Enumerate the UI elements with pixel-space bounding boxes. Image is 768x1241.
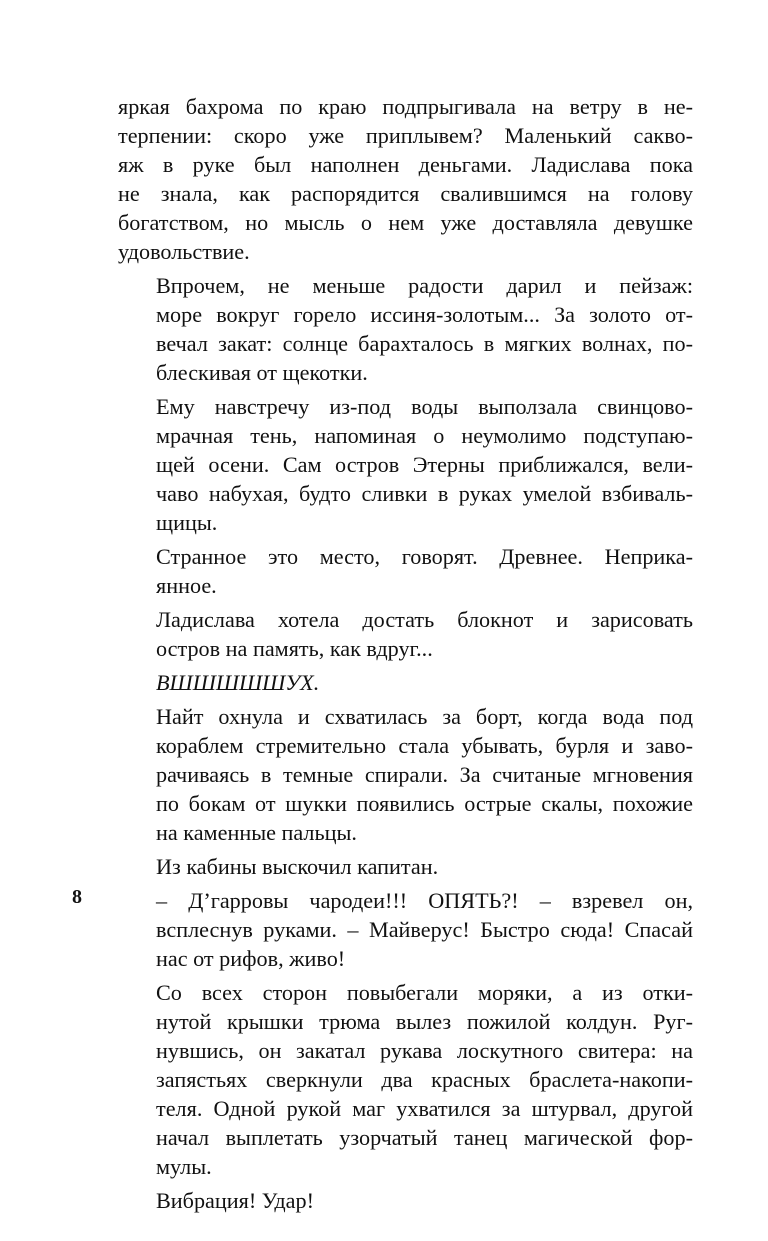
- paragraph-9: [118, 886, 693, 973]
- text-line: щицы.: [156, 510, 218, 535]
- text-line: кораблем стремительно стала убывать, бурля и заво-: [156, 733, 693, 758]
- text-line: вечал закат: солнце барахталось в мягких волнах, по-: [156, 331, 693, 356]
- text-line: чаво набухая, будто сливки в руках умелой взбиваль-: [156, 481, 693, 506]
- text-line: теля. Одной рукой маг ухватился за штурвал, другой: [156, 1096, 693, 1121]
- text-line: Впрочем, не меньше радости дарил и пейзаж:: [156, 273, 693, 298]
- text-line: не знала, как распорядится свалившимся на голову: [118, 181, 693, 206]
- text-line: яркая бахрома по краю подпрыгивала на ветру в не-: [118, 94, 693, 119]
- text-line: начал выплетать узорчатый танец магической фор-: [156, 1125, 693, 1150]
- paragraph-5: [118, 605, 693, 663]
- text-line: по бокам от шукки появились острые скалы, похожие: [156, 791, 693, 816]
- text-line: удовольствие.: [118, 239, 250, 264]
- text-line: Из кабины выскочил капитан.: [156, 854, 439, 879]
- text-line: Ему навстречу из-под воды выползала свинцово-: [156, 394, 693, 419]
- text-line: терпении: скоро уже приплывем? Маленький сакво-: [118, 123, 693, 148]
- text-line: нас от рифов, живо!: [156, 946, 346, 971]
- text-line: Странное это место, говорят. Древнее. Неприка-: [156, 544, 693, 569]
- text-line: на каменные пальцы.: [156, 820, 357, 845]
- paragraph-sound-effect: [118, 668, 693, 697]
- text-line: Найт охнула и схватилась за борт, когда вода под: [156, 704, 693, 729]
- text-line: нутой крышки трюма вылез пожилой колдун. Руг-: [156, 1009, 693, 1034]
- page-number: 8: [72, 886, 82, 908]
- text-line: мрачная тень, напоминая о неумолимо подступаю-: [156, 423, 693, 448]
- paragraph-2: [118, 271, 693, 387]
- text-line: море вокруг горело иссиня-золотым... За золото от-: [156, 302, 693, 327]
- paragraph-11: [118, 1186, 693, 1215]
- paragraph-3: [118, 392, 693, 537]
- text-line: богатством, но мысль о нем уже доставляла девушке: [118, 210, 693, 235]
- text-line: блескивая от щекотки.: [156, 360, 368, 385]
- paragraph-8: [118, 852, 693, 881]
- page-text: [118, 92, 693, 1220]
- text-line: янное.: [156, 573, 217, 598]
- text-line: остров на память, как вдруг...: [156, 636, 433, 661]
- paragraph-4: [118, 542, 693, 600]
- text-line: Со всех сторон повыбегали моряки, а из отки-: [156, 980, 693, 1005]
- text-line: запястьях сверкнули два красных браслета-накопи-: [156, 1067, 693, 1092]
- text-line: ВШШШШШУХ.: [156, 670, 320, 695]
- text-line: яж в руке был наполнен деньгами. Ладислава пока: [118, 152, 693, 177]
- text-line: Ладислава хотела достать блокнот и зарисовать: [156, 607, 693, 632]
- text-line: Вибрация! Удар!: [156, 1188, 315, 1213]
- text-line: мулы.: [156, 1154, 212, 1179]
- paragraph-1: [118, 92, 693, 266]
- text-line: рачиваясь в темные спирали. За считаные мгновения: [156, 762, 693, 787]
- paragraph-7: [118, 702, 693, 847]
- text-line: щей осени. Сам остров Этерны приближался, вели-: [156, 452, 693, 477]
- text-line: всплеснув руками. – Майверус! Быстро сюда! Спасай: [156, 917, 693, 942]
- text-line: – Д’гарровы чародеи!!! ОПЯТЬ?! – взревел он,: [156, 888, 693, 913]
- text-line: нувшись, он закатал рукава лоскутного свитера: на: [156, 1038, 693, 1063]
- paragraph-10: [118, 978, 693, 1181]
